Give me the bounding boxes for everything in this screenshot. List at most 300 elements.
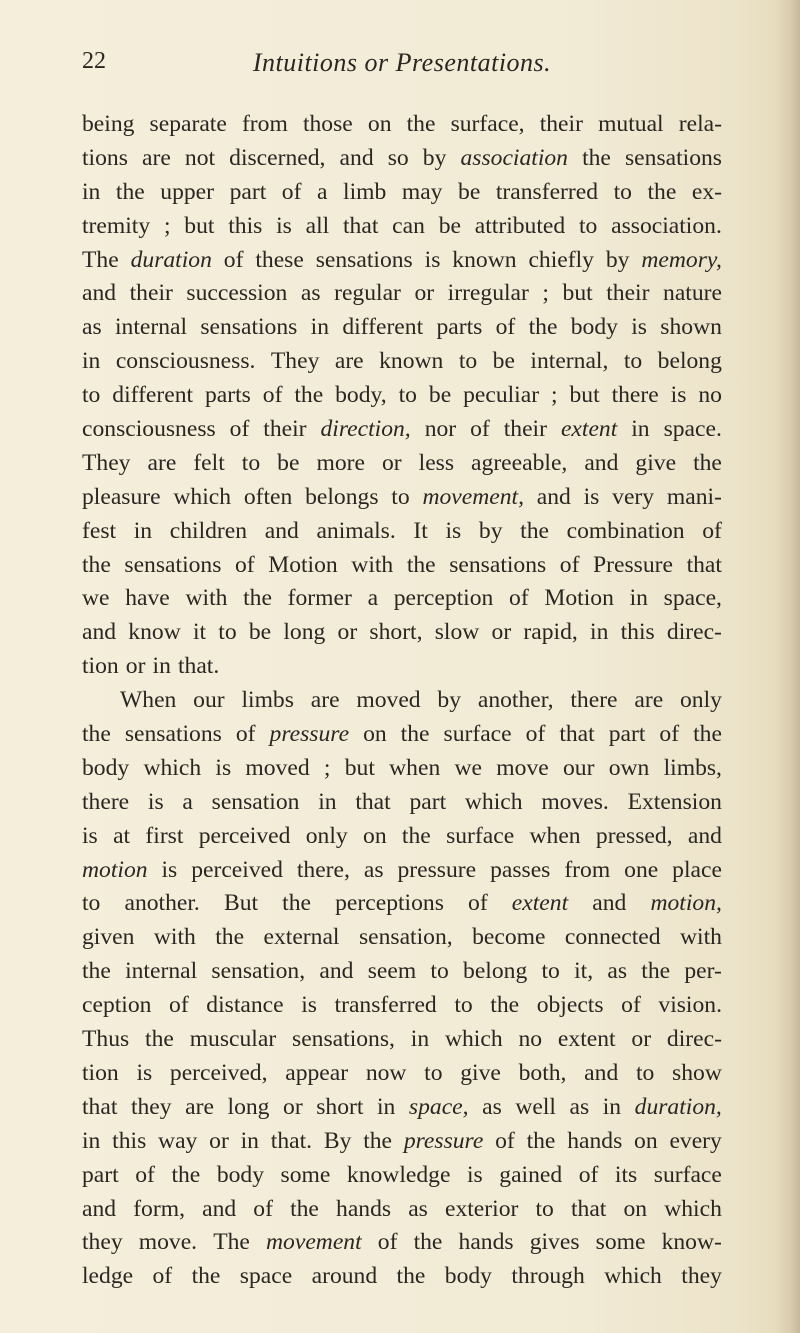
word: as: [300, 280, 321, 307]
word: both,: [518, 1059, 567, 1086]
word: by: [605, 246, 630, 273]
word: in: [240, 1127, 259, 1154]
word: objects: [536, 992, 604, 1019]
word: in: [410, 1026, 430, 1053]
word: body: [82, 754, 130, 781]
text-line: [82, 1023, 722, 1057]
word: hands: [336, 1195, 392, 1222]
word: can: [392, 212, 425, 239]
word: animals.: [316, 517, 396, 544]
word: that: [686, 551, 722, 578]
word: another,: [477, 687, 554, 714]
word: parts: [205, 382, 251, 409]
word: association.: [611, 212, 722, 239]
word: being: [82, 111, 135, 137]
word: Extension: [627, 788, 722, 815]
word: sensations: [124, 721, 222, 748]
word: rela-: [678, 111, 722, 137]
word: there: [611, 382, 659, 409]
text-line: [82, 210, 722, 244]
word: know-: [661, 1229, 722, 1256]
text-line: [82, 684, 722, 718]
word: surface: [653, 1161, 722, 1188]
word: part: [82, 1161, 119, 1188]
word: space: [239, 1263, 293, 1290]
word: extent: [511, 890, 569, 917]
word: the: [290, 1195, 319, 1222]
word: some: [280, 1161, 331, 1188]
word: on: [623, 1195, 648, 1222]
word: is: [215, 754, 232, 781]
text-line: [82, 887, 722, 921]
word: space,: [408, 1093, 469, 1120]
word: perception: [393, 585, 494, 612]
word: motion: [82, 856, 148, 883]
word: passes: [490, 856, 551, 883]
text-line: [82, 277, 722, 311]
word: their: [503, 416, 547, 443]
word: is: [161, 856, 178, 883]
word: our: [193, 687, 225, 714]
word: to: [430, 958, 449, 985]
word: to: [218, 619, 237, 646]
word: more: [316, 449, 365, 476]
word: so: [387, 144, 409, 171]
word: belong: [657, 348, 722, 375]
word: muscular: [189, 1026, 277, 1053]
word: in: [82, 178, 101, 205]
word: and: [82, 619, 117, 646]
word: they: [82, 1229, 123, 1256]
word: in: [631, 416, 650, 443]
word: slow: [434, 619, 480, 646]
word: former: [287, 585, 352, 612]
word: this: [228, 212, 263, 239]
word: to: [391, 483, 410, 510]
word: It: [413, 517, 428, 544]
word: felt: [193, 449, 225, 476]
word: By: [323, 1127, 352, 1154]
word: as: [82, 314, 102, 341]
word: of: [495, 1127, 515, 1154]
word: the: [406, 551, 436, 578]
word: on: [363, 721, 387, 748]
word: direc-: [666, 1026, 722, 1053]
word: per-: [684, 958, 722, 985]
page-edge-shadow: [774, 0, 800, 1333]
word: but: [344, 754, 375, 781]
word: pressure: [403, 1127, 484, 1154]
word: hands: [567, 1127, 623, 1154]
word: direction,: [320, 416, 411, 443]
word: movement,: [422, 483, 524, 510]
word: one: [624, 856, 659, 883]
word: to: [535, 1195, 554, 1222]
word: with: [679, 924, 722, 951]
word: by: [478, 517, 503, 544]
word: the: [693, 449, 722, 476]
text-line: [82, 921, 722, 955]
word: upper: [160, 178, 215, 205]
word: their: [606, 280, 650, 307]
word: some: [595, 1229, 646, 1256]
word: be: [438, 212, 461, 239]
word: limbs,: [663, 754, 722, 781]
word: long: [227, 1093, 270, 1120]
word: They: [82, 449, 131, 476]
word: are: [334, 348, 364, 375]
word: of: [702, 517, 722, 544]
word: and: [82, 280, 117, 307]
word: of: [253, 1195, 273, 1222]
word: Motion: [268, 551, 338, 578]
word: the: [363, 1127, 393, 1154]
word: that.: [270, 1127, 313, 1154]
word: in: [602, 1093, 622, 1120]
word: the: [282, 890, 311, 917]
text-line: [82, 447, 722, 481]
word: they: [681, 1263, 722, 1290]
word: peculiar: [463, 382, 540, 409]
word: which: [444, 1026, 503, 1053]
word: body: [570, 314, 618, 341]
word: by: [422, 144, 447, 171]
word: with: [351, 551, 394, 578]
word: sensations: [449, 551, 547, 578]
word: only: [305, 822, 348, 849]
text-line: [82, 1125, 722, 1159]
word: is: [301, 992, 317, 1019]
text-line: [82, 176, 722, 210]
word: to: [82, 382, 101, 409]
word: every: [669, 1127, 722, 1154]
word: duration,: [634, 1093, 722, 1120]
word: we: [454, 754, 483, 781]
word: gives: [529, 1229, 580, 1256]
word: in: [82, 1127, 101, 1154]
text-line: [82, 1193, 722, 1227]
word: internal: [125, 958, 198, 985]
word: there: [570, 687, 618, 714]
word: their: [539, 111, 583, 137]
word: ception: [82, 992, 152, 1019]
word: are: [634, 687, 664, 714]
word: transferred: [495, 178, 599, 205]
word: these: [255, 246, 304, 273]
word: from: [564, 856, 611, 883]
word: discerned,: [229, 144, 326, 171]
word: or: [631, 1026, 652, 1053]
word: by: [437, 687, 462, 714]
text-line: [82, 989, 722, 1023]
word: shown: [660, 314, 722, 341]
word: movement: [266, 1229, 362, 1256]
word: of: [169, 992, 189, 1019]
word: of: [135, 1161, 155, 1188]
text-line: [82, 718, 722, 752]
word: there: [82, 788, 130, 815]
word: vision.: [658, 992, 722, 1019]
word: are: [147, 449, 177, 476]
text-line: [82, 108, 722, 142]
word: we: [82, 585, 110, 612]
word: distance: [206, 992, 284, 1019]
word: ;: [551, 382, 558, 409]
word: moved: [245, 754, 310, 781]
word: and: [82, 1195, 117, 1222]
word: are: [185, 1093, 214, 1120]
text-line: [82, 1226, 722, 1260]
word: is: [424, 246, 441, 273]
word: sensations: [625, 144, 722, 171]
word: is: [670, 382, 687, 409]
word: to: [635, 1059, 655, 1086]
word: combination: [566, 517, 685, 544]
text-line: [82, 311, 722, 345]
word: on: [634, 1127, 658, 1154]
word: When: [120, 687, 177, 714]
word: in: [318, 788, 337, 815]
word: nor: [424, 416, 457, 443]
text-line: [82, 854, 722, 888]
word: moved: [356, 687, 421, 714]
word: moves.: [541, 788, 609, 815]
word: They: [270, 348, 320, 375]
word: but: [562, 280, 593, 307]
word: of: [578, 1161, 599, 1188]
word: sensation: [211, 788, 300, 815]
word: surface: [446, 822, 515, 849]
word: the: [82, 958, 111, 985]
word: the: [582, 144, 611, 171]
word: the: [520, 517, 549, 544]
word: belong: [463, 958, 528, 985]
text-line: [82, 1159, 722, 1193]
word: association: [460, 144, 568, 171]
word: is: [583, 483, 600, 510]
word: perceived: [198, 822, 291, 849]
word: this: [112, 1127, 147, 1154]
text-line: [82, 345, 722, 379]
word: and: [339, 144, 374, 171]
word: transferred: [334, 992, 437, 1019]
word: when: [389, 754, 441, 781]
word: the: [528, 314, 558, 341]
word: the: [115, 178, 145, 205]
word: direc-: [666, 619, 722, 646]
word: the: [413, 1229, 443, 1256]
word: of: [468, 890, 488, 917]
word: as: [482, 1093, 502, 1120]
word: that: [570, 1195, 607, 1222]
word: to: [623, 348, 643, 375]
word: or: [381, 449, 402, 476]
word: to: [613, 178, 632, 205]
word: be: [428, 382, 452, 409]
word: the: [400, 721, 430, 748]
word: their: [263, 416, 307, 443]
word: sensations: [200, 314, 298, 341]
word: show: [672, 1059, 722, 1086]
word: sensations: [124, 551, 222, 578]
word: to: [398, 382, 417, 409]
word: which: [664, 1195, 722, 1222]
word: its: [614, 1161, 638, 1188]
word: extent: [560, 416, 618, 443]
word: their: [129, 280, 173, 307]
word: children: [169, 517, 248, 544]
page-header: [82, 48, 722, 84]
word: form,: [133, 1195, 185, 1222]
word: at: [113, 822, 131, 849]
word: attributed: [474, 212, 566, 239]
word: this: [620, 619, 655, 646]
word: be: [492, 348, 515, 375]
word: long: [283, 619, 326, 646]
word: the: [82, 721, 111, 748]
word: hands: [458, 1229, 514, 1256]
word: knowledge: [346, 1161, 451, 1188]
word: limb: [343, 178, 387, 205]
word: seem: [367, 958, 417, 985]
word: give: [635, 449, 677, 476]
word: give: [460, 1059, 501, 1086]
word: which: [143, 754, 202, 781]
word: are: [141, 144, 171, 171]
word: to: [241, 449, 261, 476]
text-line: [82, 515, 722, 549]
word: which: [604, 1263, 662, 1290]
word: of: [152, 1263, 173, 1290]
word: now: [365, 1059, 407, 1086]
word: as: [408, 1195, 428, 1222]
word: with: [153, 924, 196, 951]
word: with: [185, 585, 228, 612]
word: be: [458, 178, 481, 205]
word: become: [472, 924, 546, 951]
word: the: [526, 1127, 556, 1154]
word: perceptions: [335, 890, 444, 917]
word: that.: [177, 653, 220, 680]
text-line: [82, 1057, 722, 1091]
word: way: [158, 1127, 198, 1154]
word: the: [215, 924, 245, 951]
word: and: [319, 958, 354, 985]
word: pressed,: [595, 822, 673, 849]
word: to: [541, 958, 560, 985]
word: it,: [574, 958, 594, 985]
word: space,: [663, 585, 722, 612]
word: motion,: [650, 890, 722, 917]
text-line: [82, 616, 722, 650]
word: the: [401, 822, 431, 849]
word: which: [464, 788, 523, 815]
word: are: [310, 687, 340, 714]
word: separate: [149, 111, 227, 137]
word: sensations,: [292, 1026, 395, 1053]
word: belongs: [305, 483, 379, 510]
word: body: [216, 1161, 264, 1188]
word: of: [281, 178, 302, 205]
word: pressure: [269, 721, 350, 748]
word: is: [445, 517, 462, 544]
word: mutual: [598, 111, 664, 137]
word: of: [470, 416, 490, 443]
word: the: [490, 992, 520, 1019]
word: in: [629, 585, 648, 612]
word: the: [294, 382, 324, 409]
word: short: [316, 1093, 364, 1120]
word: of: [621, 992, 641, 1019]
word: not: [184, 144, 216, 171]
word: chiefly: [528, 246, 594, 273]
word: agreeable,: [471, 449, 568, 476]
word: of: [377, 1229, 398, 1256]
word: in: [590, 619, 609, 646]
text-line: [82, 955, 722, 989]
word: is: [466, 1161, 483, 1188]
word: known: [379, 348, 444, 375]
word: and: [264, 517, 299, 544]
word: The: [82, 246, 119, 273]
word: in: [133, 517, 153, 544]
word: Motion: [544, 585, 614, 612]
word: the: [171, 1161, 201, 1188]
word: that: [343, 212, 379, 239]
word: irregular: [447, 280, 529, 307]
word: or: [125, 653, 146, 680]
word: Pressure: [593, 551, 673, 578]
word: to: [578, 212, 598, 239]
word: of: [559, 551, 580, 578]
word: which: [173, 483, 232, 510]
word: part: [608, 721, 646, 748]
word: internal: [114, 314, 188, 341]
word: but: [569, 382, 600, 409]
word: have: [125, 585, 170, 612]
word: the: [82, 551, 111, 578]
word: no: [518, 1026, 543, 1053]
word: But: [223, 890, 259, 917]
word: consciousness.: [115, 348, 256, 375]
word: perceived: [191, 856, 283, 883]
word: part: [229, 178, 267, 205]
word: of: [235, 721, 256, 748]
word: that: [82, 1093, 118, 1120]
word: the: [396, 1263, 426, 1290]
word: no: [698, 382, 722, 409]
word: to: [424, 1059, 443, 1086]
word: or: [337, 619, 358, 646]
word: of: [495, 314, 516, 341]
word: different: [342, 314, 424, 341]
word: body: [444, 1263, 492, 1290]
word: they: [130, 1093, 172, 1120]
word: tions: [82, 144, 128, 171]
word: a: [317, 178, 328, 205]
word: to: [82, 890, 101, 917]
word: but: [184, 212, 215, 239]
word: given: [82, 924, 135, 951]
word: another.: [124, 890, 200, 917]
word: less: [418, 449, 455, 476]
word: of: [509, 585, 529, 612]
word: different: [112, 382, 194, 409]
word: connected: [564, 924, 661, 951]
word: ;: [163, 212, 171, 239]
word: very: [612, 483, 655, 510]
word: on: [367, 111, 392, 137]
